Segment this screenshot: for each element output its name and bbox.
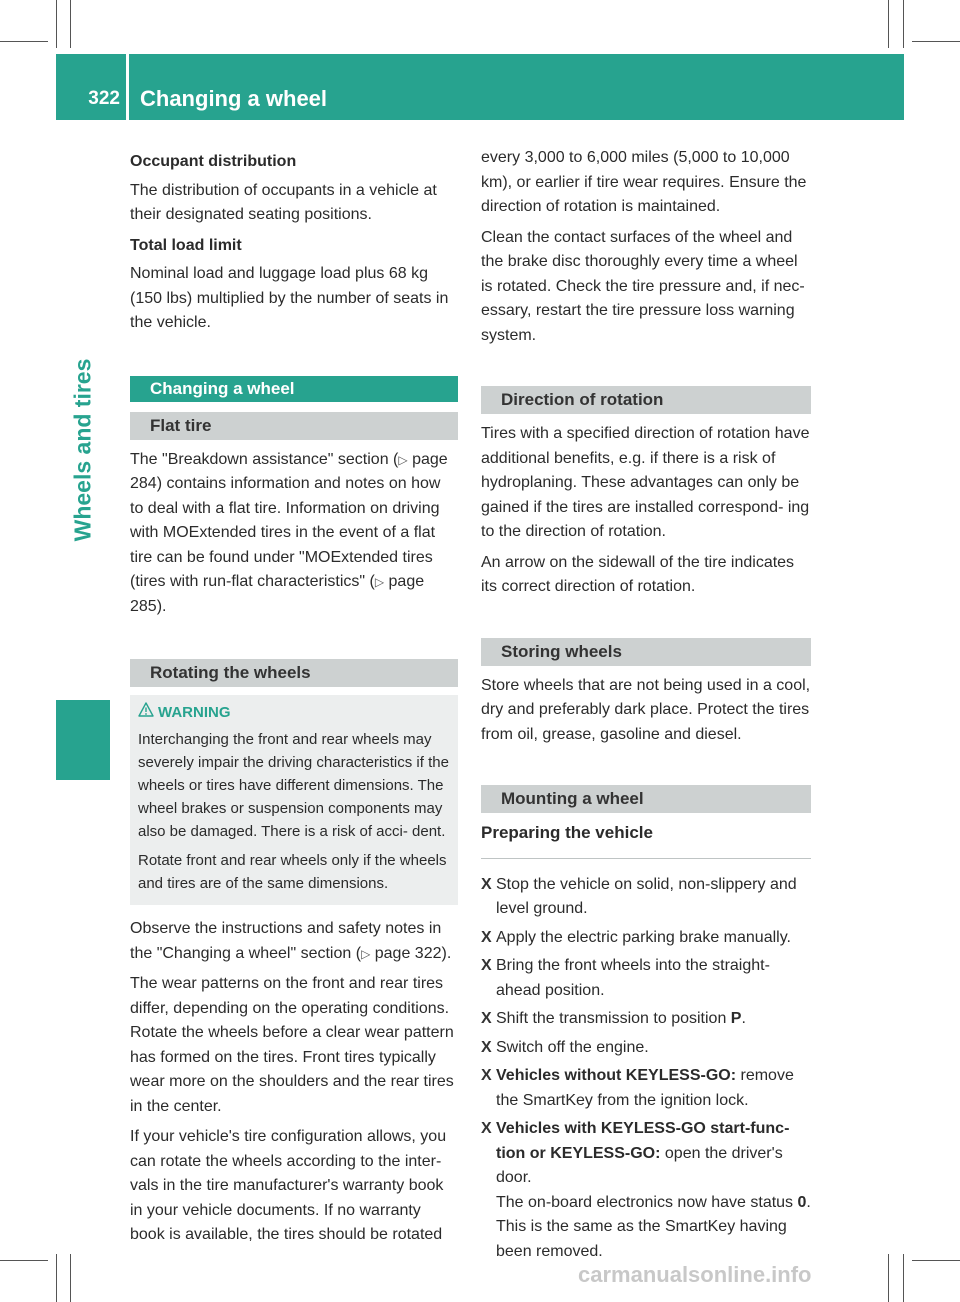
watermark: carmanualsonline.info	[578, 1262, 812, 1287]
step-note: . This is the same as the SmartKey having been removed.	[496, 1193, 811, 1260]
list-item	[481, 1117, 811, 1264]
step-list	[481, 873, 811, 1265]
crop-mark	[912, 41, 960, 42]
step-text: Apply the electric parking brake manually.	[496, 928, 791, 946]
crop-mark	[903, 1254, 904, 1302]
left-column	[130, 150, 458, 1254]
list-item	[481, 1007, 811, 1032]
occupant-text: The distribution of occupants in a vehicle at their designated seating positions.	[130, 181, 437, 223]
step-arrow-icon: X	[481, 1038, 492, 1056]
step-arrow-icon: X	[481, 1010, 492, 1027]
list-item	[481, 926, 811, 951]
direction-text-1: Tires with a specified direction of rotation have additional benefits, e.g. if there is a risk of hydroplaning. These advantages can only be gained if the tires are installed correspond- ing to the direction of rotation.	[481, 425, 810, 540]
page-ref-icon: ▷	[398, 452, 408, 467]
occupant-title: Occupant distribution	[130, 153, 297, 170]
preparing-heading: Preparing the vehicle	[481, 821, 811, 859]
header-divider	[126, 54, 129, 120]
crop-mark	[0, 1260, 48, 1261]
step-text: remove the SmartKey from the ignition lock.	[496, 1067, 794, 1109]
storing-heading: Storing wheels	[481, 638, 811, 666]
crop-mark	[70, 1254, 71, 1302]
direction-heading: Direction of rotation	[481, 386, 811, 414]
gear-position: P	[730, 1010, 742, 1027]
step-condition: Vehicles with KEYLESS-GO start-func- tion or KEYLESS-GO:	[496, 1120, 790, 1162]
step-text: .	[741, 1010, 746, 1027]
load-title: Total load limit	[130, 236, 242, 254]
changing-wheel-heading: Changing a wheel	[130, 376, 458, 402]
page-ref-icon: ▷	[361, 946, 371, 961]
warning-box	[130, 695, 458, 905]
crop-mark	[888, 0, 889, 48]
side-tab-label: Wheels and tires	[69, 358, 96, 542]
storing-text: Store wheels that are not being used in a cool, dry and preferably dark place. Protect the tires from oil, grease, gasoline and diesel.	[481, 676, 811, 743]
observe-text-a: Observe the instructions and safety notes in the "Changing a wheel" section (	[130, 920, 442, 962]
crop-mark	[0, 41, 48, 42]
step-text: Bring the front wheels into the straight- ahead position.	[496, 957, 770, 999]
observe-text	[130, 917, 458, 966]
warning-icon	[138, 702, 154, 718]
warning-label: WARNING	[158, 704, 231, 721]
step-text: Shift the transmission to position	[496, 1010, 731, 1027]
step-condition: Vehicles without KEYLESS-GO:	[496, 1067, 737, 1084]
step-arrow-icon: X	[481, 1120, 492, 1137]
crop-mark	[888, 1254, 889, 1302]
crop-mark	[912, 1260, 960, 1261]
flat-tire-text	[130, 448, 458, 620]
flat-ref-link-2[interactable]: page 285).	[130, 573, 425, 615]
direction-text-2: An arrow on the sidewall of the tire indicates its correct direction of rotation.	[481, 553, 795, 595]
crop-mark	[56, 1254, 57, 1302]
step-arrow-icon: X	[481, 875, 492, 893]
step-arrow-icon: X	[481, 957, 492, 974]
clean-text: Clean the contact surfaces of the wheel and the brake disc thoroughly every time a wheel is rotated. Check the tire pressure and, if nec- essary, restart the tire pressure loss warning system.	[481, 228, 805, 344]
flat-text-1: The "Breakdown assistance" section (	[130, 450, 399, 468]
observe-ref-link[interactable]: page 322).	[374, 944, 452, 962]
mounting-heading: Mounting a wheel	[481, 785, 811, 813]
step-text: Switch off the engine.	[496, 1038, 649, 1056]
step-note: The on-board electronics now have status	[496, 1193, 798, 1211]
side-tab-block	[56, 700, 110, 780]
step-text: Stop the vehicle on solid, non-slippery and level ground.	[496, 875, 797, 917]
load-text: Nominal load and luggage load plus 68 kg (150 lbs) multiplied by the number of seats in the vehicle.	[130, 265, 449, 331]
page-ref-icon: ▷	[374, 575, 385, 589]
rotating-wheels-heading: Rotating the wheels	[130, 659, 458, 687]
crop-mark	[70, 0, 71, 48]
status-value: 0	[797, 1193, 807, 1211]
list-item	[481, 1036, 811, 1061]
step-arrow-icon: X	[481, 928, 492, 946]
continuation-text: every 3,000 to 6,000 miles (5,000 to 10,000 km), or earlier if tire wear requires. Ensure the direction of rotation is maintained.	[481, 149, 807, 215]
crop-mark	[56, 0, 57, 48]
page-title: Changing a wheel	[140, 86, 328, 111]
right-column	[481, 150, 811, 1268]
list-item	[481, 873, 811, 922]
list-item	[481, 954, 811, 1003]
flat-ref-link-1[interactable]: page 284) contains information and notes on how to deal with a flat tire. Information on driving with MOExtended tires in the event of a flat tire can be found under "MOExtended tires (tires with run-flat characteristics" (	[130, 450, 448, 590]
wear-text: The wear patterns on the front and rear tires differ, depending on the operating conditions. Rotate the wheels before a clear wear pattern has formed on the tires. Front tires typically wear more on the shoulders and the rear tires in the center.	[130, 975, 454, 1115]
warning-header	[138, 701, 450, 724]
step-text: open the driver's door.	[496, 1144, 783, 1186]
crop-mark	[903, 0, 904, 48]
flat-tire-heading: Flat tire	[130, 412, 458, 440]
config-text: If your vehicle's tire configuration allows, you can rotate the wheels according to the inter- vals in the tire manufacturer's warranty book in your vehicle documents. If no warranty book is available, the tires should be rotated	[130, 1128, 447, 1243]
list-item	[481, 1064, 811, 1113]
step-arrow-icon: X	[481, 1067, 492, 1084]
warning-text-1: Interchanging the front and rear wheels may severely impair the driving characteristics if the wheels or tires have different dimensions. The wheel brakes or suspension components may also be damaged. There is a risk of acci- dent.	[138, 731, 449, 840]
page-number: 322	[88, 88, 120, 109]
warning-text-2: Rotate front and rear wheels only if the wheels and tires are of the same dimensions.	[138, 852, 447, 892]
